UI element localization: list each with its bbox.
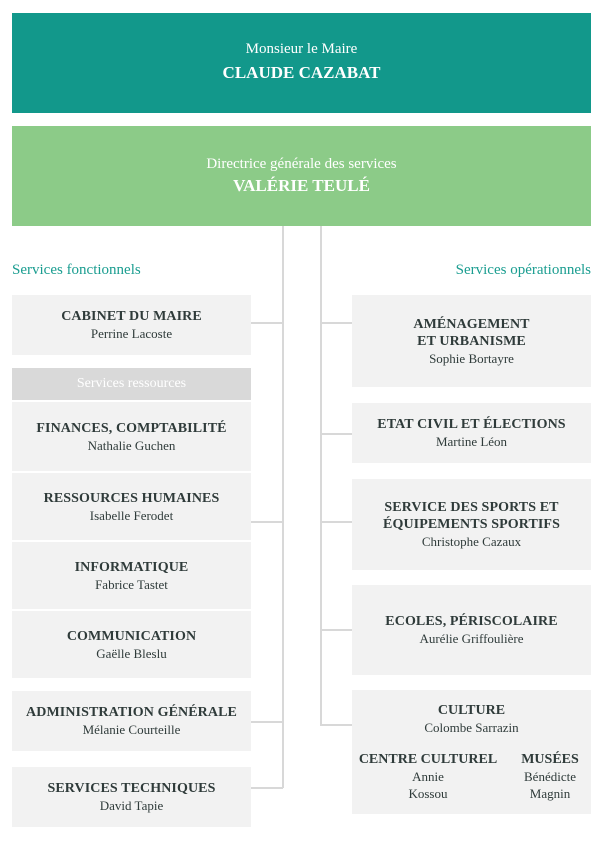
card-ecoles-periscolaire	[352, 585, 591, 675]
card-cabinet-du-maire	[12, 295, 251, 355]
card-person: Perrine Lacoste	[90, 326, 173, 341]
card-person: Christophe Cazaux	[421, 534, 522, 549]
culture-person: Colombe Sarrazin	[424, 720, 519, 735]
branch-sports	[320, 521, 352, 523]
mayor-box	[12, 13, 591, 113]
mayor-name: CLAUDE CAZABAT	[222, 63, 381, 82]
card-person: Nathalie Guchen	[87, 437, 176, 453]
card-title-line-2: ÉQUIPEMENTS SPORTIFS	[383, 517, 560, 532]
dg-name: VALÉRIE TEULÉ	[233, 176, 370, 195]
card-person: Fabrice Tastet	[95, 576, 168, 592]
card-person: Aurélie Griffoulière	[419, 631, 524, 646]
centre-culturel-title: CENTRE CULTUREL	[358, 752, 498, 767]
dg-box	[12, 126, 591, 226]
card-informatique	[12, 542, 251, 609]
card-administration-generale	[12, 691, 251, 751]
mayor-role: Monsieur le Maire	[245, 41, 358, 57]
card-amenagement-urbanisme	[352, 295, 591, 387]
card-person: Isabelle Ferodet	[89, 507, 174, 523]
card-person: Gaëlle Bleslu	[96, 645, 167, 661]
card-title: ADMINISTRATION GÉNÉRALE	[26, 705, 237, 720]
card-ressources-humaines	[12, 473, 251, 540]
branch-technique	[251, 787, 283, 789]
card-title-line-1: AMÉNAGEMENT	[413, 316, 530, 332]
musees-person-2: Magnin	[529, 786, 571, 801]
branch-resources	[251, 521, 283, 523]
card-finances	[12, 402, 251, 471]
dg-role: Directrice générale des services	[206, 156, 397, 172]
branch-cabinet	[251, 322, 283, 324]
card-title: INFORMATIQUE	[74, 559, 189, 575]
culture-title: CULTURE	[437, 703, 506, 718]
centre-culturel-person-2: Kossou	[408, 786, 448, 801]
card-service-des-sports	[352, 479, 591, 570]
card-title-line-1: SERVICE DES SPORTS ET	[384, 500, 559, 515]
branch-ecoles	[320, 629, 352, 631]
card-etat-civil	[352, 403, 591, 463]
card-title: ETAT CIVIL ET ÉLECTIONS	[377, 417, 566, 432]
branch-amenagement	[320, 322, 352, 324]
card-title: COMMUNICATION	[66, 628, 197, 644]
sub-musees	[514, 751, 586, 802]
card-title: RESSOURCES HUMAINES	[43, 490, 220, 506]
musees-title: MUSÉES	[521, 752, 579, 767]
branch-culture	[320, 724, 352, 726]
card-communication	[12, 611, 251, 678]
card-title: ECOLES, PÉRISCOLAIRE	[385, 614, 558, 629]
services-ressources-header: Services ressources	[12, 368, 251, 400]
card-title: CABINET DU MAIRE	[61, 309, 202, 324]
card-person: Mélanie Courteille	[82, 722, 181, 737]
label-services-operationnels: Services opérationnels	[455, 262, 591, 278]
card-services-techniques	[12, 767, 251, 827]
card-culture	[352, 690, 591, 814]
card-person: Martine Léon	[435, 434, 508, 449]
centre-culturel-person-1: Annie	[412, 769, 444, 784]
label-services-fonctionnels: Services fonctionnels	[12, 262, 141, 278]
branch-admin	[251, 721, 283, 723]
trunk-right-line	[320, 226, 322, 726]
branch-etatcivil	[320, 433, 352, 435]
card-title: FINANCES, COMPTABILITÉ	[36, 420, 227, 436]
musees-person-1: Bénédicte	[524, 769, 576, 784]
card-title: SERVICES TECHNIQUES	[47, 781, 216, 796]
sub-centre-culturel	[356, 751, 500, 802]
card-title-line-2: ET URBANISME	[417, 333, 526, 349]
card-person: Sophie Bortayre	[429, 350, 514, 366]
card-person: David Tapie	[99, 798, 164, 813]
trunk-left-line	[282, 226, 284, 788]
